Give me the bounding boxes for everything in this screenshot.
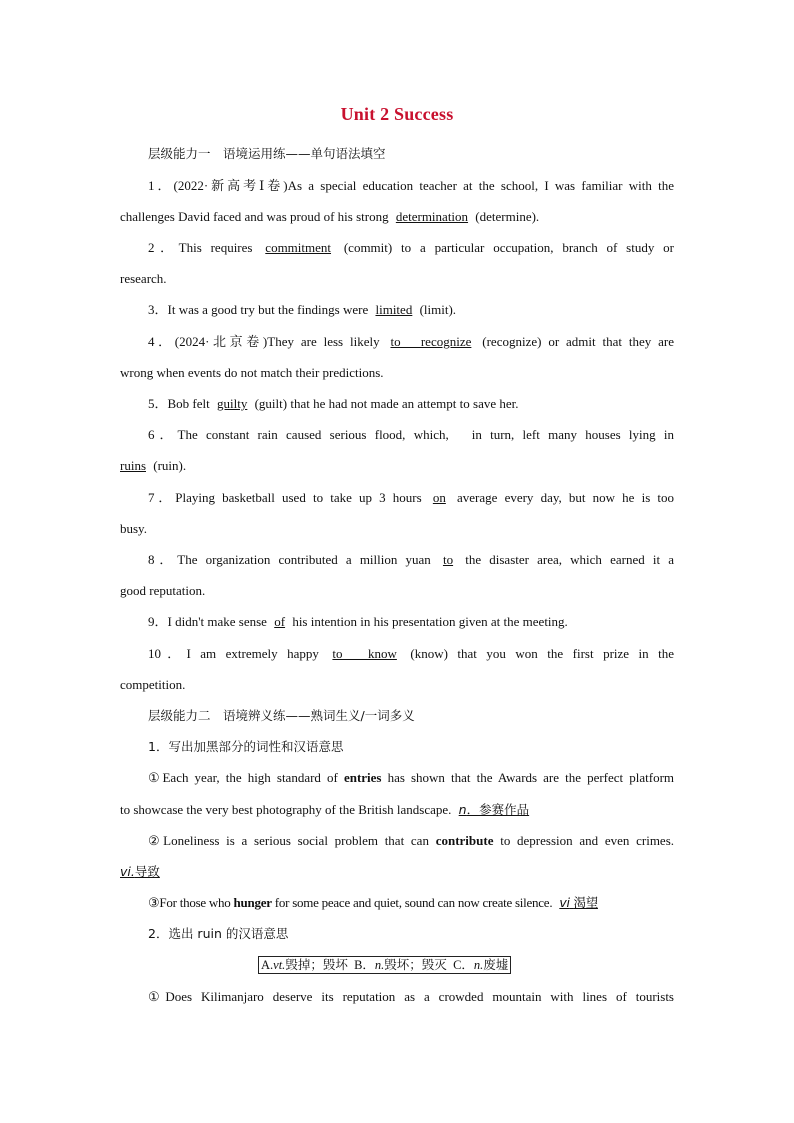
answer-8: to (442, 552, 454, 567)
answer-s2: vi.导致 (120, 864, 160, 879)
question-6-line-1: 6．The constant rain caused serious flood, which, in turn, left many houses lying in (148, 427, 674, 442)
sentence-1-line-2: to showcase the very best photography of the British landscape. n．参赛作品 (120, 802, 674, 818)
question-2-line-1: 2．This requires commitment (commit) to a particular occupation, branch of study or (148, 240, 675, 255)
sentence-3: ③For those who hunger for some peace and quiet, sound can now create silence. vi 渴望 (148, 895, 674, 911)
sentence-4-line-1: ①Does Kilimanjaro deserve its reputation as a crowded mountain with lines of tourists (148, 989, 674, 1004)
answer-6: ruins (120, 458, 146, 473)
answer-s1: n．参赛作品 (458, 802, 530, 817)
question-1-line-2: challenges David faced and was proud of his strong determination (determine). (120, 209, 540, 224)
question-5: 5．Bob felt guilty (guilt) that he had not made an attempt to save her. (148, 396, 519, 411)
bold-word-hunger: hunger (233, 895, 272, 910)
answer-3: limited (375, 302, 413, 317)
section-heading-2: 层级能力二 语境辨义练——熟词生义/一词多义 (148, 708, 415, 723)
sentence-1-line-1: ①Each year, the high standard of entries has shown that the Awards are the perfect platform (148, 770, 675, 785)
question-10-line-2: competition. (120, 677, 186, 692)
answer-s3: vi 渴望 (559, 895, 598, 910)
question-7-line-2: busy. (120, 521, 147, 536)
question-3: 3．It was a good try but the findings were limited (limit). (148, 302, 457, 317)
question-8-line-1: 8．The organization contributed a million yuan to the disaster area, which earned it a (148, 552, 675, 567)
sentence-2-line-1: ②Loneliness is a serious social problem that can contribute to depression and even crimes. (148, 833, 675, 848)
question-4-line-1: 4．(2024·北京卷)They are less likely to recognize (recognize) or admit that they are (148, 334, 675, 349)
answer-4: to recognize (390, 334, 472, 349)
answer-7: on (432, 490, 446, 505)
question-10-line-1: 10．I am extremely happy to know (know) that you won the first prize in the (148, 646, 675, 661)
bold-word-entries: entries (343, 770, 382, 785)
question-8-line-2: good reputation. (120, 583, 206, 598)
answer-5: guilty (217, 396, 248, 411)
bold-word-contribute: contribute (435, 833, 494, 848)
part-1-heading: 1．写出加黑部分的词性和汉语意思 (148, 739, 344, 754)
question-4-line-2: wrong when events do not match their predictions. (120, 365, 384, 380)
answer-2: commitment (265, 240, 332, 255)
part-2-heading: 2．选出 ruin 的汉语意思 (148, 926, 289, 941)
question-2-line-2: research. (120, 271, 167, 286)
question-9: 9．I didn't make sense of his intention in his presentation given at the meeting. (148, 614, 568, 629)
answer-1: determination (395, 209, 469, 224)
section-heading-1: 层级能力一 语境运用练——单句语法填空 (148, 146, 386, 161)
answer-10: to know (332, 646, 397, 661)
page-title: Unit 2 Success (340, 104, 454, 124)
sentence-2-line-2 (120, 864, 674, 880)
question-1-line-1: 1．(2022·新高考Ⅰ卷)As a special education teacher at the school, I was familiar with the (148, 178, 674, 193)
options-box: A.vt.毁掉；毁坏 B．n.毁坏；毁灭 C．n.废墟 (258, 956, 511, 974)
question-7-line-1: 7．Playing basketball used to take up 3 hours on average every day, but now he is too (148, 490, 675, 505)
question-6-line-2: ruins (ruin). (120, 458, 187, 473)
answer-9: of (274, 614, 286, 629)
